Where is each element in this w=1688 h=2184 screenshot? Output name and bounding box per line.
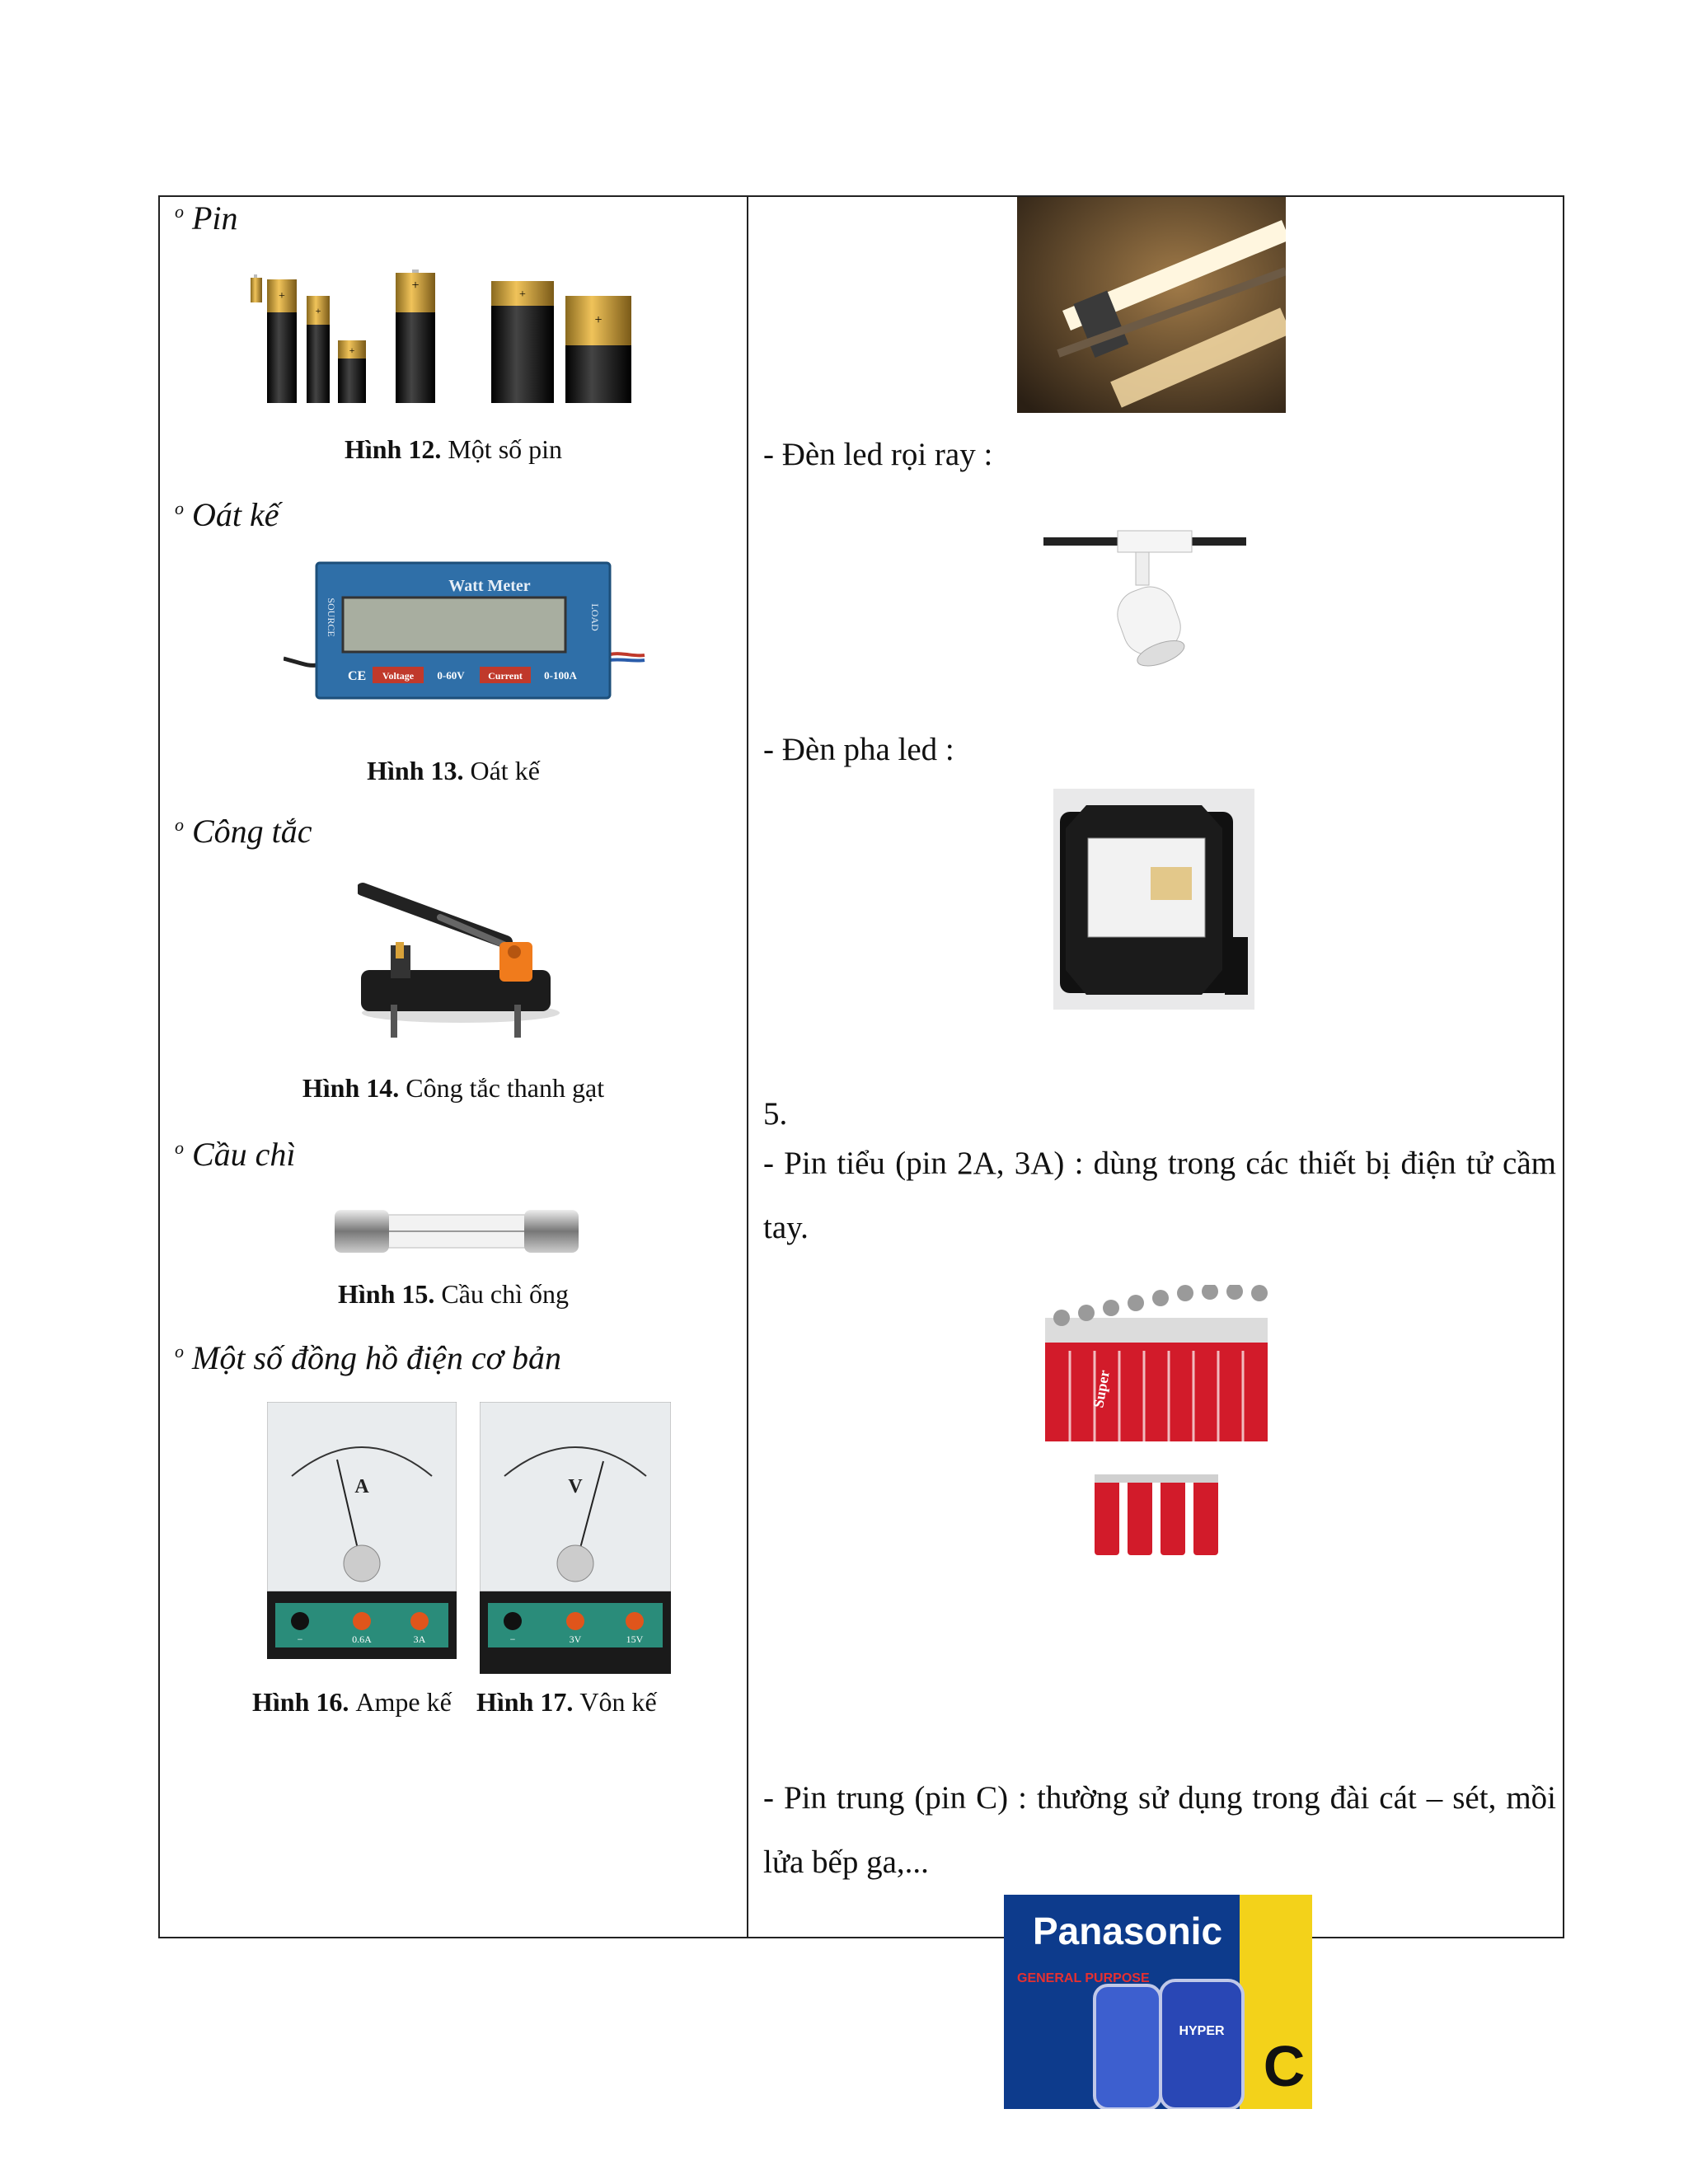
bullet-icon: o <box>175 1137 184 1158</box>
rail-light-label: - Đèn led rọi ray : <box>763 437 993 472</box>
voltage-badge: Voltage <box>382 670 415 682</box>
heading-meters: $^o$ Một số đồng hồ điện cơ bản <box>175 1339 561 1376</box>
ammeter-terminal-06a: 0.6A <box>352 1633 372 1645</box>
caption-figure-16: Hình 16. Ampe kế <box>252 1687 452 1717</box>
load-label: LOAD <box>589 603 601 631</box>
item-number: 5. <box>763 1096 788 1132</box>
watt-meter-image <box>284 560 646 704</box>
svg-text:+: + <box>411 279 420 293</box>
bullet-icon: o <box>175 813 184 835</box>
current-spec: 0-100A <box>544 669 577 682</box>
c-battery-image <box>1004 1895 1312 2109</box>
ammeter-image <box>267 1402 457 1674</box>
flood-light-label: - Đèn pha led : <box>763 732 954 767</box>
svg-text:+: + <box>519 288 526 301</box>
bullet-icon: o <box>175 497 184 518</box>
caption-figure-12: Hình 12. Một số pin <box>344 434 563 464</box>
current-badge: Current <box>488 670 523 682</box>
voltmeter-dial-letter: V <box>568 1476 583 1497</box>
left-column <box>160 197 747 1937</box>
svg-text:+: + <box>349 344 355 356</box>
voltmeter-terminal-15v: 15V <box>626 1633 644 1645</box>
caption-figure-13: Hình 13. Oát kế <box>367 756 540 785</box>
watt-meter-label: Watt Meter <box>448 577 531 595</box>
c-size-label: C <box>1263 2034 1306 2098</box>
track-light-image <box>1043 523 1246 687</box>
voltmeter-terminal-3v: 3V <box>569 1633 582 1645</box>
aa-battery-text: - Pin tiểu (pin 2A, 3A) : dùng trong các thiết bị điện tử cầm tay. <box>763 1146 1556 1245</box>
caption-figure-17: Hình 17. Vôn kế <box>476 1687 657 1717</box>
content-table <box>158 195 1564 2098</box>
fuse-image <box>333 1198 580 1264</box>
ammeter-dial-letter: A <box>354 1476 369 1497</box>
battery-group-image <box>251 263 663 411</box>
heading-watt-meter: $^o$ Oát kế <box>175 496 279 533</box>
led-tube-image <box>1017 197 1286 413</box>
bullet-icon: o <box>175 200 184 222</box>
ammeter-terminal-3a: 3A <box>413 1633 426 1645</box>
hyper-label: HYPER <box>1179 2024 1225 2038</box>
caption-figure-15: Hình 15. Cầu chì ống <box>337 1279 569 1309</box>
c-battery-text: - Pin trung (pin C) : thường sử dụng trong đài cát – sét, mồi lửa bếp ga,... <box>763 1780 1556 1880</box>
bullet-icon: o <box>175 1340 184 1361</box>
ammeter-terminal-neg: − <box>297 1633 303 1645</box>
svg-text:+: + <box>279 290 285 302</box>
heading-switch: $^o$ Công tắc <box>175 813 312 850</box>
heading-pin: $^o$ Pin <box>175 199 238 237</box>
source-label: SOURCE <box>326 598 337 637</box>
aa-brand-label: Super <box>1090 1368 1113 1409</box>
svg-text:+: + <box>315 305 321 316</box>
flood-light-image <box>1053 789 1254 1010</box>
voltmeter-terminal-neg: − <box>509 1633 516 1645</box>
heading-fuse: $^o$ Cầu chì <box>175 1136 296 1173</box>
panasonic-brand: Panasonic <box>1032 1910 1223 1952</box>
general-purpose-label: GENERAL PURPOSE <box>1017 1971 1150 1985</box>
ce-mark: CE <box>348 669 367 683</box>
svg-text:+: + <box>594 313 603 327</box>
voltage-spec: 0-60V <box>437 669 465 682</box>
knife-switch-image <box>358 873 564 1054</box>
caption-figure-14: Hình 14. Công tắc thanh gạt <box>302 1073 605 1103</box>
voltmeter-image <box>480 1402 671 1674</box>
right-column <box>748 197 1563 2098</box>
aa-battery-pack-image <box>1029 1285 1292 1557</box>
